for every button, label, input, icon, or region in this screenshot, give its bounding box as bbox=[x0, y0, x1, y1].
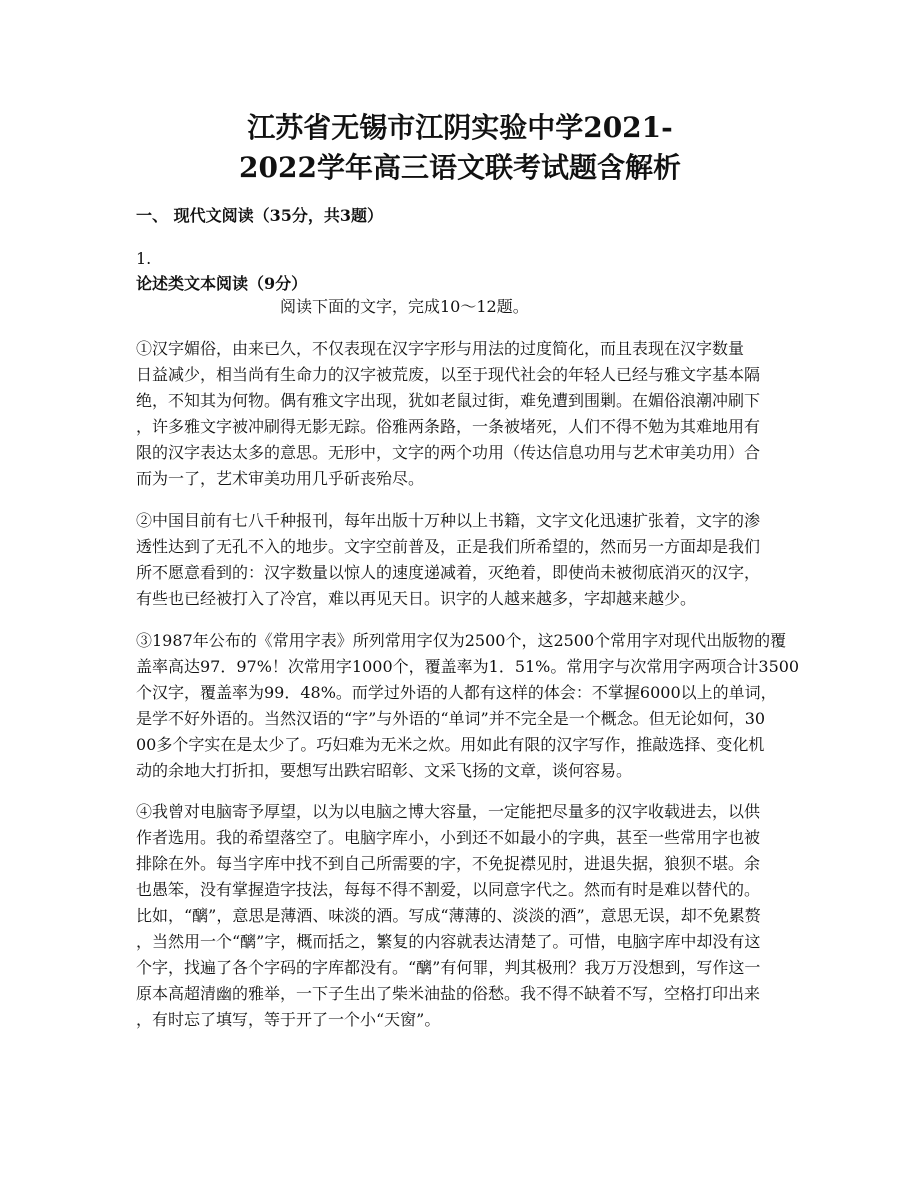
paragraph-line: 比如，“醨”，意思是薄酒、味淡的酒。写成“薄薄的、淡淡的酒”，意思无误，却不免累赘 bbox=[136, 906, 761, 925]
document-title-line-2: 2022学年高三语文联考试题含解析 bbox=[239, 151, 681, 184]
paragraph-line: 所不愿意看到的：汉字数量以惊人的速度递减着，灭绝着，即使尚未被彻底消灭的汉字， bbox=[136, 563, 761, 582]
paragraph-line: ，有时忘了填写，等于开了一个小“天窗”。 bbox=[136, 1010, 441, 1029]
paragraph-line: 盖率高达97．97%！次常用字1000个，覆盖率为1．51%。常用字与次常用字两项合计3500 bbox=[136, 657, 800, 676]
paragraph-line: ，当然用一个“醨”字，概而括之，繁复的内容就表达清楚了。可惜，电脑字库中却没有这 bbox=[136, 932, 761, 951]
question-subheading: 论述类文本阅读（9分） bbox=[136, 274, 308, 293]
document-title-line-1: 江苏省无锡市江阴实验中学2021- bbox=[247, 111, 673, 144]
paragraph-line: 原本高超清幽的雅举，一下子生出了柴米油盐的俗愁。我不得不缺着不写，空格打印出来 bbox=[136, 984, 761, 1003]
paragraph-line: ④我曾对电脑寄予厚望，以为以电脑之博大容量，一定能把尽量多的汉字收载进去，以供 bbox=[136, 802, 761, 821]
paragraph-1 bbox=[136, 336, 786, 492]
paragraph-line: ①汉字媚俗，由来已久，不仅表现在汉字字形与用法的过度简化，而且表现在汉字数量 bbox=[136, 339, 745, 358]
paragraph-line: 限的汉字表达太多的意思。无形中，文字的两个功用（传达信息功用与艺术审美功用）合 bbox=[136, 443, 761, 462]
reading-instruction: 阅读下面的文字，完成10～12题。 bbox=[280, 297, 529, 316]
paragraph-line: ，许多雅文字被冲刷得无影无踪。俗雅两条路，一条被堵死，人们不得不勉为其难地用有 bbox=[136, 417, 761, 436]
paragraph-line: 绝，不知其为何物。偶有雅文字出现，犹如老鼠过街，难免遭到围剿。在媚俗浪潮冲刷下 bbox=[136, 391, 761, 410]
paragraph-line: 排除在外。每当字库中找不到自己所需要的字，不免捉襟见肘，进退失据，狼狈不堪。余 bbox=[136, 854, 761, 873]
paragraph-2 bbox=[136, 508, 786, 612]
paragraph-line: 有些也已经被打入了冷宫，难以再见天日。识字的人越来越多，字却越来越少。 bbox=[136, 589, 697, 608]
paragraph-line: 00多个字实在是太少了。巧妇难为无米之炊。用如此有限的汉字写作，推敲选择、变化机 bbox=[136, 735, 765, 754]
paragraph-line: 也愚笨，没有掌握造字技法，每每不得不割爱，以同意字代之。然而有时是难以替代的。 bbox=[136, 880, 761, 899]
paragraph-line: 个字，找遍了各个字码的字库都没有。“醨”有何罪，判其极刑？我万万没想到，写作这一 bbox=[136, 958, 761, 977]
paragraph-line: 作者选用。我的希望落空了。电脑字库小，小到还不如最小的字典，甚至一些常用字也被 bbox=[136, 828, 761, 847]
paragraph-line: ③1987年公布的《常用字表》所列常用字仅为2500个，这2500个常用字对现代出版物的覆 bbox=[136, 631, 787, 650]
paragraph-3 bbox=[136, 628, 800, 784]
paragraph-line: 动的余地大打折扣，要想写出跌宕昭彰、文采飞扬的文章，谈何容易。 bbox=[136, 761, 633, 780]
paragraph-line: 透性达到了无孔不入的地步。文字空前普及，正是我们所希望的，然而另一方面却是我们 bbox=[136, 537, 761, 556]
paragraph-line: ②中国目前有七八千种报刊，每年出版十万种以上书籍，文字文化迅速扩张着，文字的渗 bbox=[136, 511, 761, 530]
paragraph-line: 是学不好外语的。当然汉语的“字”与外语的“单词”并不完全是一个概念。但无论如何，30 bbox=[136, 709, 766, 728]
section-heading: 一、 现代文阅读（35分，共3题） bbox=[136, 206, 383, 225]
paragraph-4 bbox=[136, 799, 786, 1033]
paragraph-line: 而为一了，艺术审美功用几乎斫丧殆尽。 bbox=[136, 469, 425, 488]
paragraph-line: 日益减少，相当尚有生命力的汉字被荒废，以至于现代社会的年轻人已经与雅文字基本隔 bbox=[136, 365, 761, 384]
question-number: 1. bbox=[136, 249, 152, 268]
paragraph-line: 个汉字，覆盖率为99．48%。而学过外语的人都有这样的体会：不掌握6000以上的单词， bbox=[136, 683, 777, 702]
